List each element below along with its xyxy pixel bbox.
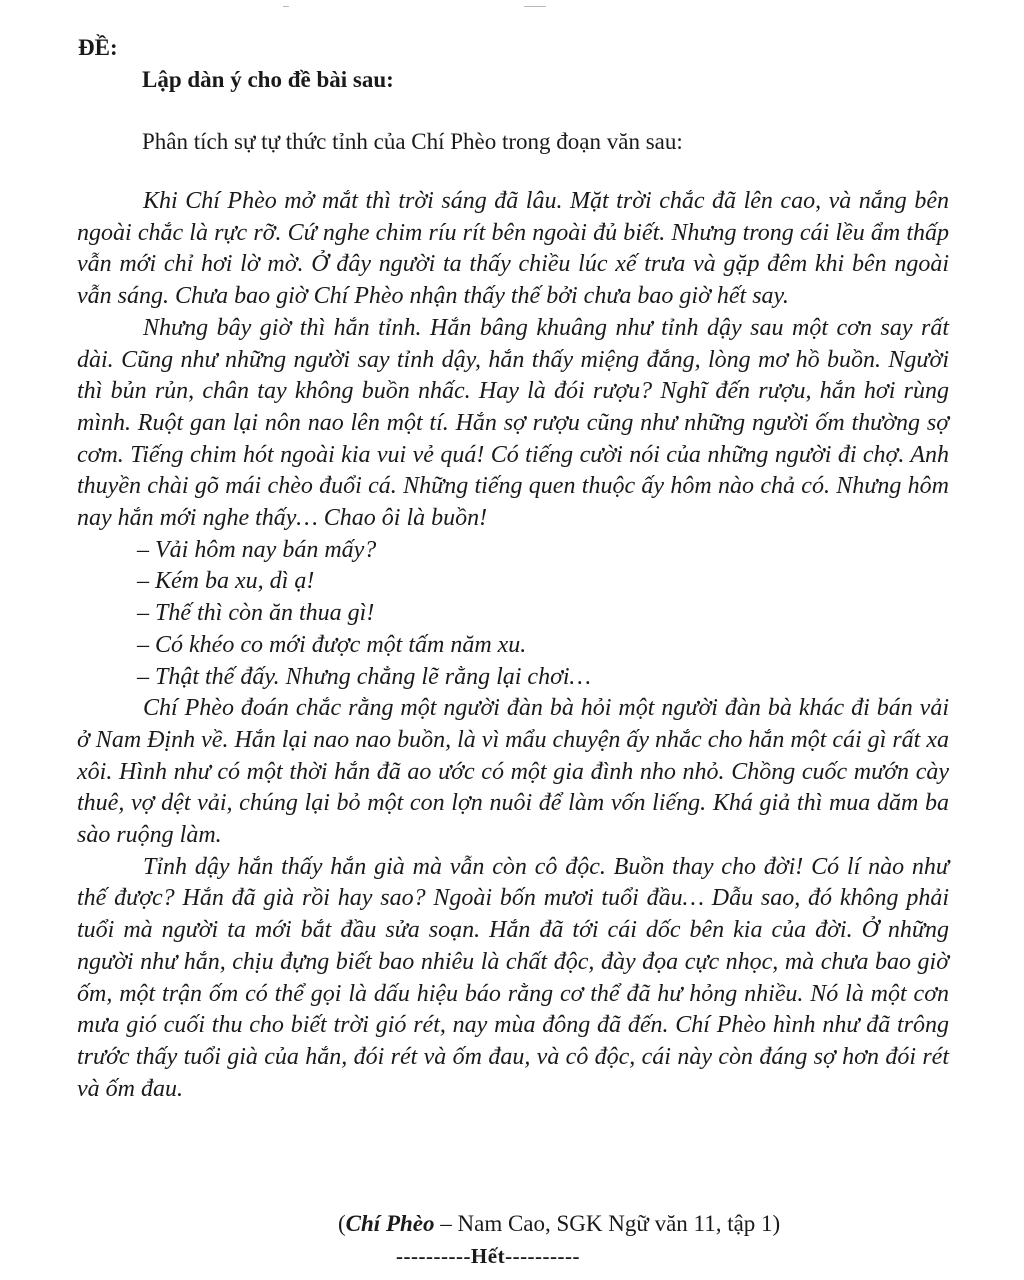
dialogue-line-1: – Vải hôm nay bán mấy? — [137, 536, 377, 563]
dialogue-line-5: – Thật thế đấy. Nhưng chẳng lẽ rằng lại chơi… — [137, 663, 591, 690]
scan-artifact — [283, 6, 289, 7]
task-heading: Lập dàn ý cho đề bài sau: — [142, 67, 394, 92]
end-marker: ----------Hết---------- — [396, 1244, 581, 1268]
passage-paragraph-2: Nhưng bây giờ thì hắn tỉnh. Hắn bâng khuâng như tỉnh dậy sau một cơn say rất dài. Cũng như những người say tỉnh dậy, hắn thấy miệng đắng, lòng mơ hồ buồn. Người thì bủn rủn, chân tay không buồn nhấc. Hay là đói rượu? Nghĩ đến rượu, hắn hơi rùng mình. Ruột gan lại nôn nao lên một tí. Hắn sợ rượu cũng như những người ốm thường sợ cơm. Tiếng chim hót ngoài kia vui vẻ quá! Có tiếng cười nói của những người đi chợ. Anh thuyền chài gõ mái chèo đuổi cá. Những tiếng quen thuộc ấy hôm nào chả có. Nhưng hôm nay hắn mới nghe thấy… Chao ôi là buồn! — [77, 314, 949, 532]
passage-paragraph-1: Khi Chí Phèo mở mắt thì trời sáng đã lâu. Mặt trời chắc đã lên cao, và nắng bên ngoài chắc là rực rỡ. Cứ nghe chim ríu rít bên ngoài đủ biết. Nhưng trong cái lều ẩm thấp vẫn mới chỉ hơi lờ mờ. Ở đây người ta thấy chiều lúc xế trưa và gặp đêm khi bên ngoài vẫn sáng. Chưa bao giờ Chí Phèo nhận thấy thế bởi chưa bao giờ hết say. — [77, 188, 949, 310]
citation-open: ( — [338, 1211, 346, 1236]
citation-source: – Nam Cao, SGK Ngữ văn 11, tập 1) — [434, 1211, 781, 1236]
dialogue-line-4: – Có khéo co mới được một tấm năm xu. — [137, 631, 527, 658]
dialogue-line-2: – Kém ba xu, dì ạ! — [137, 568, 315, 595]
exam-label: ĐỀ: — [78, 35, 118, 60]
source-citation — [338, 1210, 780, 1238]
excerpt-passage — [77, 186, 949, 1105]
prompt-text: Phân tích sự tự thức tỉnh của Chí Phèo trong đoạn văn sau: — [142, 129, 683, 154]
citation-title: Chí Phèo — [345, 1211, 435, 1236]
passage-paragraph-4: Tỉnh dậy hắn thấy hắn già mà vẫn còn cô độc. Buồn thay cho đời! Có lí nào như thế được? Hắn đã già rồi hay sao? Ngoài bốn mươi tuổi đầu… Dẫu sao, đó không phải tuổi mà người ta mới bắt đầu sửa soạn. Hắn đã tới cái dốc bên kia của đời. Ở những người như hắn, chịu đựng biết bao nhiêu là chất độc, đày đọa cực nhọc, mà chưa bao giờ ốm, một trận ốm có thể gọi là dấu hiệu báo rằng cơ thể đã hư hỏng nhiều. Nó là một cơn mưa gió cuối thu cho biết trời gió rét, nay mùa đông đã đến. Chí Phèo hình như đã trông trước thấy tuổi già của hắn, đói rét và ốm đau, và cô độc, cái này còn đáng sợ hơn đói rét và ốm đau. — [77, 853, 949, 1102]
passage-paragraph-3: Chí Phèo đoán chắc rằng một người đàn bà hỏi một người đàn bà khác đi bán vải ở Nam Định về. Hắn lại nao nao buồn, là vì mẩu chuyện ấy nhắc cho hắn một cái gì rất xa xôi. Hình như có một thời hắn đã ao ước có một gia đình nho nhỏ. Chồng cuốc mướn cày thuê, vợ dệt vải, chúng lại bỏ một con lợn nuôi để làm vốn liếng. Khá giả thì mua dăm ba sào ruộng làm. — [77, 695, 950, 849]
scan-artifact — [524, 6, 546, 7]
dialogue-line-3: – Thế thì còn ăn thua gì! — [137, 600, 375, 627]
